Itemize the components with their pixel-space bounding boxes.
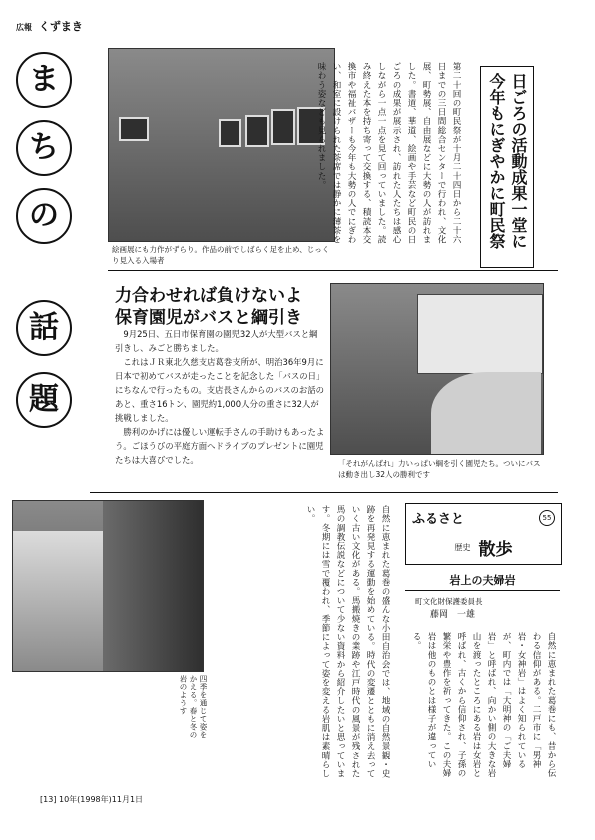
story3-headline: 岩上の夫婦岩 [449,574,516,587]
publish-date: 10年(1998年)11月1日 [58,795,144,804]
story3-divider [405,590,560,591]
story1-headline-box [480,66,534,268]
story3-author-name: 藤岡 一雄 [430,610,476,620]
exhibition-photo [108,48,335,242]
story1-caption: 絵画展にも力作がずらり。作品の前でしばらく足を止め、じっくり見入る入場者 [112,245,330,265]
section-title-char-1: ま [16,52,72,108]
section-divider-2 [90,492,558,493]
couple-rock-photo [12,500,204,672]
footer [40,794,143,805]
story3-body-left: 自然に恵まれた葛巻の盛んな小田自治会では、地域の自然景観・史跡を再発見する運動を始めている。時代の変遷とともに消え去っていく古い文化がある。馬搬焼きの業跡や江戸時代の風景が残された馬の調教伝説などについて少ない資料から紹介したいと思っています。冬期には雪で覆われ、季節によって姿を変える岩肌は素晴らしい。 [305,505,390,778]
series-sub: 歴史 [454,543,471,552]
furusato-series-box [405,503,562,565]
section-title-char-4: 話 [16,300,72,356]
header-title: くずまき [38,20,83,33]
newsletter-header [16,18,83,34]
story2-headline-line2: 保育園児がバスと綱引き [115,308,302,328]
story1-body: 第二十回の町民祭が十月二十四日から二十六日までの三日間総合センターで行われ、文化展、町勢展、自由展などに大勢の人が訪れました。書道、華道、絵画や手芸など町民の日ごろの成果が展示され、訪れた人たちは感心しながら一点一点を見て回っていました。読み終えた本を持ち寄って交換する、積読本交換市や福祉バザーも今年も大勢の人でにぎわい、和室に設けられた茶席では静かに薄茶を味わう姿なども見られました。 [316,62,461,244]
header-prefix: 広報 [16,23,32,32]
page-number: [13] [40,795,57,804]
series-title: 散歩 [478,540,513,560]
story2-body [115,327,325,467]
story2-headline-line1: 力合わせれば負けないよ [115,286,302,306]
story2-paragraph: 勝利のかげには優しい運転手さんの手助けもあったよう。ごほうびの平庭方面へドライブのプレゼントに園児たちは大喜びでした。 [115,427,325,465]
section-title-char-3: の [16,188,72,244]
story2-headline [115,285,302,329]
story3-body-right: 自然に恵まれた葛巻にも、昔から伝わる信仰がある。二戸市に「男神岩・女神岩」はよく知られているが、町内では「大明神の「ご夫婦岩」と呼ばれ、向かい側の大きな岩山を渡ったところにある岩は女岩と呼ばれ、古くから信仰され、子孫の繁栄や豊作を祈ってきた。この夫婦岩は他のものとは様子が違っている。 [411,632,556,778]
story2-caption: 「それがんばれ」力いっぱい綱を引く園児たち。ついにバスは動き出し32人の勝利です [338,459,541,479]
section-divider [108,270,558,271]
story1-headline-line1: 日ごろの活動成果一堂に [509,73,528,249]
story3-caption: 四季を通じて姿をかえる。春と冬の岩のようす [179,675,208,739]
section-title-char-2: ち [16,120,72,176]
series-label: ふるさと [412,512,465,527]
section-title-char-5: 題 [16,372,72,428]
story2-paragraph: 9月25日、五日市保育園の園児32人が大型バスと綱引きし、みごと勝ちました。 [115,329,318,353]
story2-paragraph: これはＪＲ東北久慈支店葛巻支所が、明治36年9月に日本で初めてバスが走ったことを記念した「バスの日」にちなんで行ったもの。支店長さんからのバスのお話のあと、重さ16トン、園児約1,000人分の重さに32人が挑戦しました。 [115,357,325,423]
story1-headline-line2: 今年もにぎやかに町民祭 [487,73,506,249]
series-number-badge: 55 [539,510,555,526]
story3-author-role: 町文化財保護委員長 [415,597,483,606]
bus-tug-of-war-photo [330,283,544,455]
